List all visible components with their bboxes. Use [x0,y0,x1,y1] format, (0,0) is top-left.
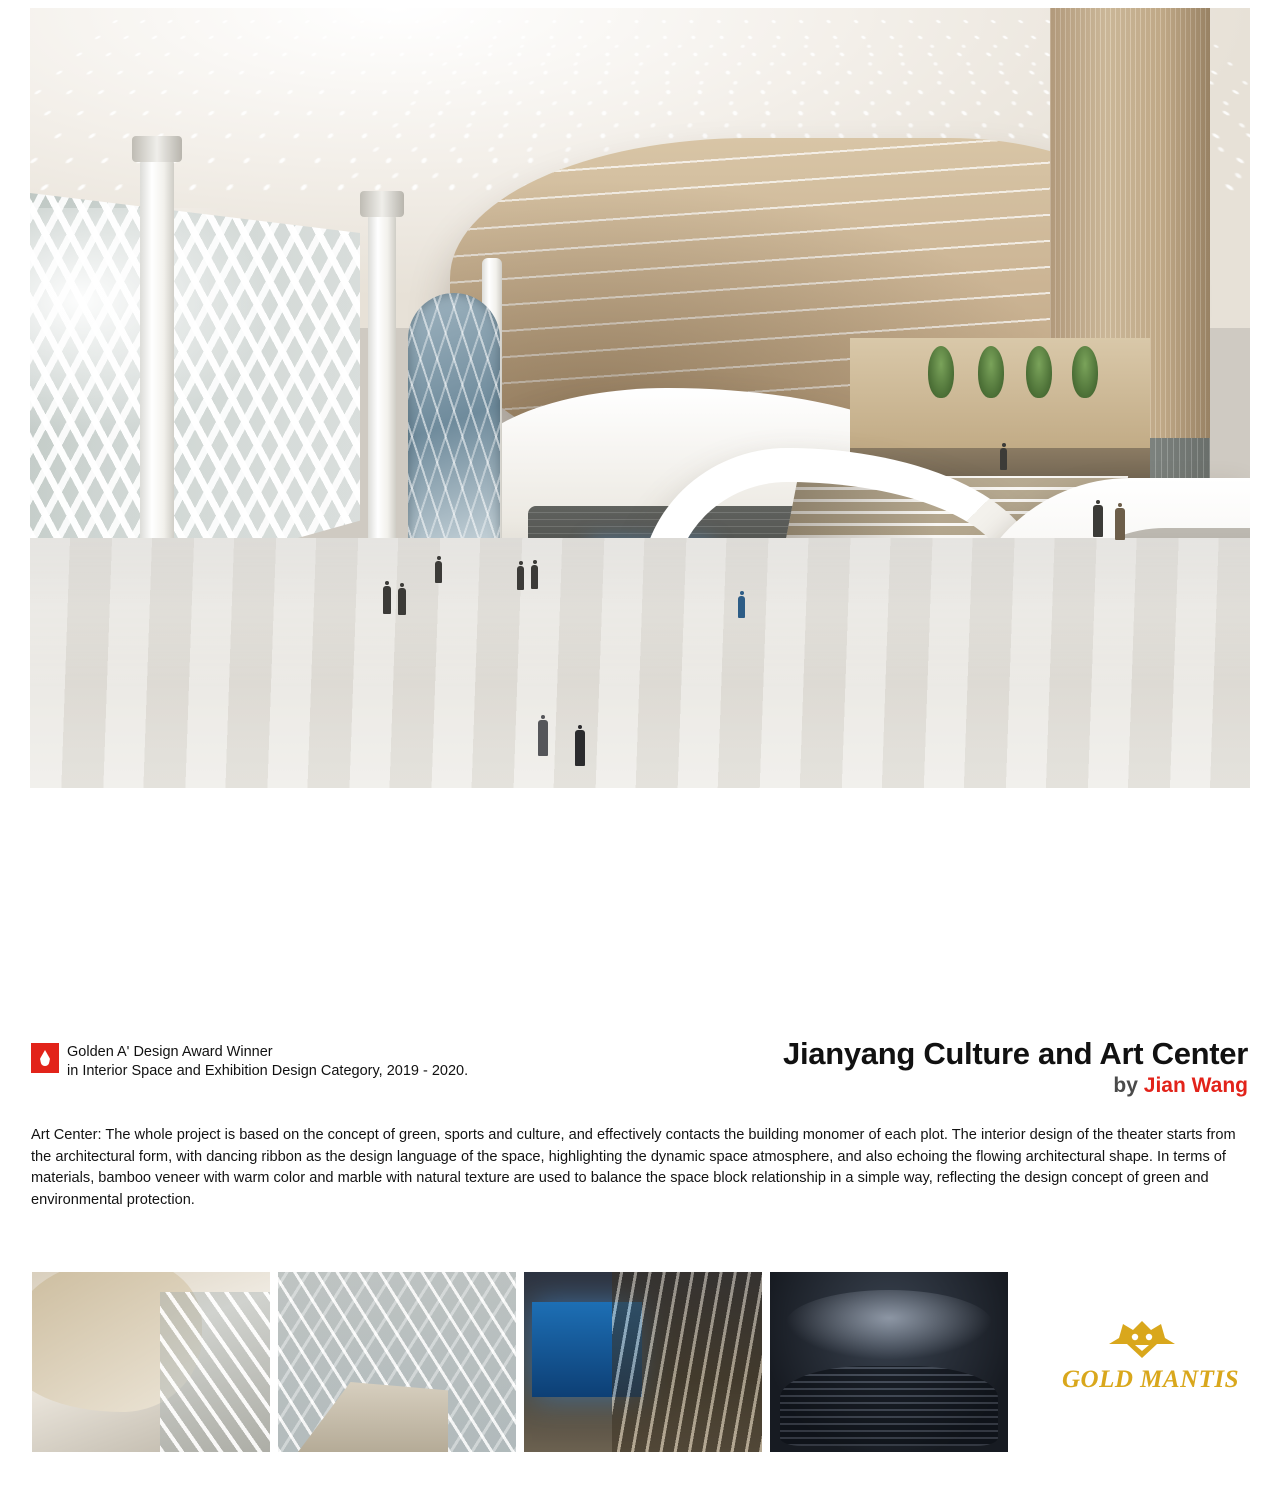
gold-mantis-crest-icon [1105,1318,1179,1362]
planter-tree [928,346,954,398]
scale-figure [531,565,538,589]
author-line [783,1074,1248,1098]
award-text [67,1043,468,1081]
scale-figure [1000,448,1007,470]
scale-figure [517,566,524,590]
column-capital [360,191,404,217]
upper-balcony [850,338,1150,458]
scale-figure [575,730,585,766]
floor-reflection [30,538,1250,788]
by-label: by [1113,1074,1138,1097]
planter-tree [1072,346,1098,398]
a-design-award-flame-icon [31,1043,59,1073]
award-badge-block [31,1043,468,1081]
planter-tree [978,346,1004,398]
scale-figure [1115,508,1125,540]
award-line-2: in Interior Space and Exhibition Design Category, 2019 - 2020. [67,1063,469,1079]
title-block [783,1036,1248,1098]
thumb-auditorium-ceiling[interactable] [770,1272,1008,1452]
gold-mantis-logo [1062,1318,1240,1394]
thumb-atrium-stair[interactable] [32,1272,270,1452]
logo-wordmark: GOLD MANTIS [1062,1366,1240,1393]
scale-figure [435,561,442,583]
thumb-theater-stage-blue[interactable] [524,1272,762,1452]
hero-canvas [30,8,1250,788]
project-description: Art Center: The whole project is based on the concept of green, sports and culture, and effectively contacts the building monomer of each plot. The interior design of the theater starts from the architectural form, with dancing ribbon as the design language of the space, highlighting the dynamic space atmosphere, and also echoing the flowing architectural shape. In terms of materials, bamboo veneer with warm color and marble with natural texture are used to balance the space block relationship in a simple way, reflecting the design concept of green and environmental protection. [31,1127,1236,1208]
thumbnail-strip [32,1272,1008,1452]
hero-render-image [30,8,1250,788]
scale-figure [383,586,391,614]
structural-column [140,158,174,598]
award-line-1: Golden A' Design Award Winner [67,1044,273,1060]
scale-figure [738,596,745,618]
scale-figure [1093,505,1103,537]
author-name: Jian Wang [1143,1074,1248,1097]
planter-tree [1026,346,1052,398]
scale-figure [538,720,548,756]
thumb-lobby-lattice-facade[interactable] [278,1272,516,1452]
page-title: Jianyang Culture and Art Center [783,1036,1248,1071]
scale-figure [398,588,406,615]
column-capital [132,136,182,162]
